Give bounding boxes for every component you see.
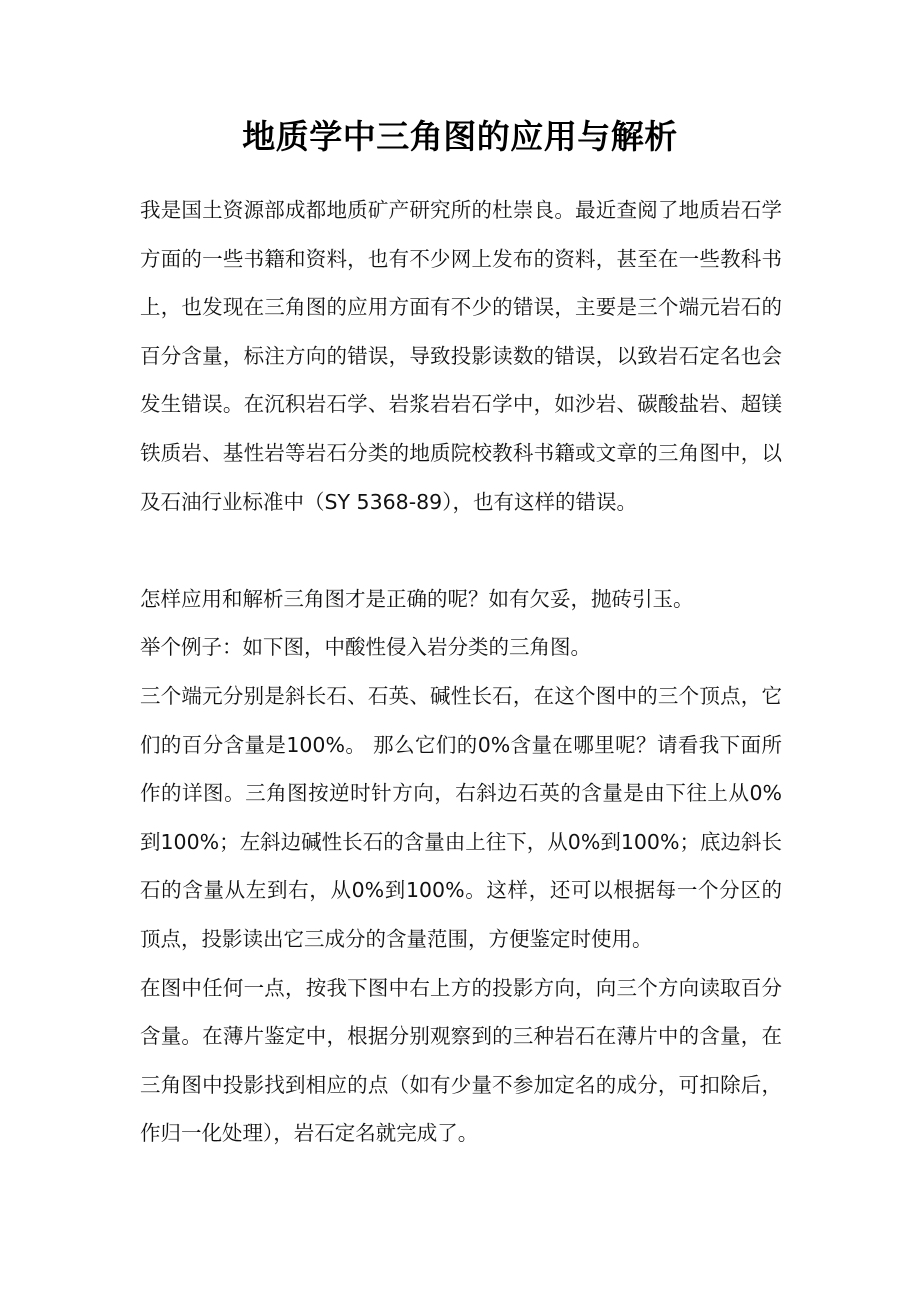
paragraph-spacer	[140, 526, 782, 575]
paragraph-end-members: 三个端元分别是斜长石、石英、碱性长石，在这个图中的三个顶点，它们的百分含量是100%。 那么它们的0%含量在哪里呢？请看我下面所作的详图。三角图按逆时针方向，右斜边石英的含量是由下往上从0%到100%；左斜边碱性长石的含量由上往下，从0%到100%；底边斜长石的含量从左到右，从0%到100%。这样，还可以根据每一个分区的顶点，投影读出它三成分的含量范围，方便鉴定时使用。	[140, 683, 782, 951]
document-title: 地质学中三角图的应用与解析	[242, 117, 678, 156]
paragraph-intro: 我是国土资源部成都地质矿产研究所的杜崇良。最近查阅了地质岩石学方面的一些书籍和资料，也有不少网上发布的资料，甚至在一些教科书上，也发现在三角图的应用方面有不少的错误，主要是三个端元岩石的百分含量，标注方向的错误，导致投影读数的错误，以致岩石定名也会发生错误。在沉积岩石学、岩浆岩岩石学中，如沙岩、碳酸盐岩、超镁铁质岩、基性岩等岩石分类的地质院校教科书籍或文章的三角图中，以及石油行业标准中（SY 5368-89），也有这样的错误。	[140, 198, 782, 514]
paragraph-example: 举个例子：如下图，中酸性侵入岩分类的三角图。	[140, 635, 591, 660]
paragraph-question: 怎样应用和解析三角图才是正确的呢？如有欠妥，抛砖引玉。	[140, 586, 694, 611]
document-body	[140, 186, 782, 1158]
paragraph-projection: 在图中任何一点，按我下图中右上方的投影方向，向三个方向读取百分含量。在薄片鉴定中，根据分别观察到的三种岩石在薄片中的含量，在三角图中投影找到相应的点（如有少量不参加定名的成分，可扣除后，作归一化处理），岩石定名就完成了。	[140, 975, 782, 1146]
